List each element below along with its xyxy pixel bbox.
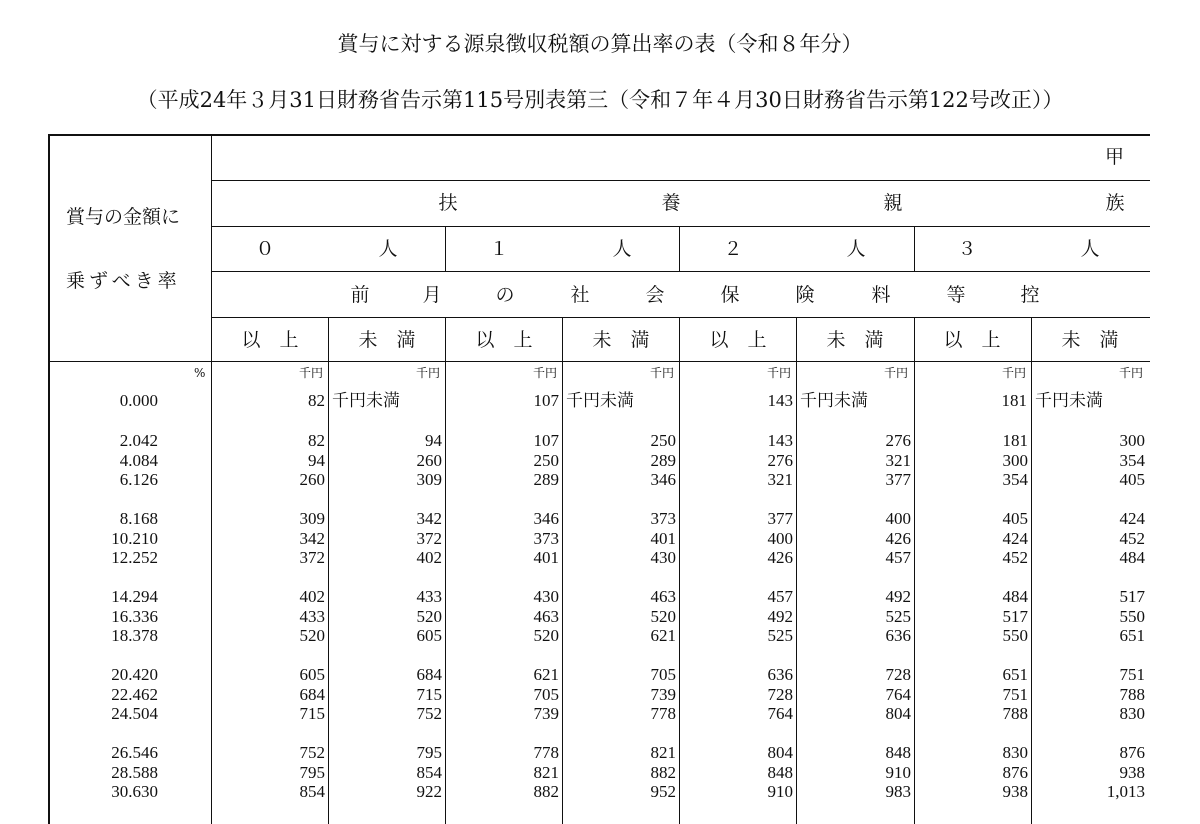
- row-cell: 405: [1002, 509, 1028, 528]
- row-cell: 402: [299, 587, 325, 606]
- row-cell: 684: [299, 684, 325, 704]
- fuyou-char-3: 親: [883, 192, 903, 214]
- row-cell: 426: [767, 548, 793, 567]
- zengetsu-char-6: 保: [720, 284, 740, 306]
- zengetsu-char-1: 前: [350, 284, 370, 306]
- group-3-nin: 人: [1080, 238, 1100, 260]
- header-line-3: [211, 271, 1150, 272]
- row-cell: 342: [299, 528, 325, 548]
- row-cell: 401: [650, 528, 676, 548]
- row-cell: 804: [885, 704, 911, 723]
- zengetsu-char-2: 月: [422, 284, 442, 306]
- row-cell: 788: [1119, 684, 1145, 704]
- row-rate: 24.504: [111, 704, 158, 723]
- sub-divider-3: [796, 317, 797, 824]
- zengetsu-char-4: 社: [570, 284, 590, 306]
- row-cell: 705: [650, 665, 676, 684]
- unit-sen-2: 千円: [416, 366, 441, 380]
- row-cell: 876: [1119, 743, 1145, 762]
- row-cell: 517: [1002, 606, 1028, 626]
- row-cell: 463: [650, 587, 676, 606]
- row-cell: 830: [1002, 743, 1028, 762]
- row-cell: 705: [533, 684, 559, 704]
- ijou-2: 以 上: [709, 329, 767, 351]
- row-cell: 300: [1119, 431, 1145, 450]
- first-row-suffix-3: 千円未満: [1035, 391, 1103, 410]
- row-cell: 739: [650, 684, 676, 704]
- row-cell: 636: [885, 626, 911, 645]
- row-cell: 520: [299, 626, 325, 645]
- unit-sen-5: 千円: [767, 366, 792, 380]
- unit-sen-1: 千円: [299, 366, 324, 380]
- row-cell: 830: [1119, 704, 1145, 723]
- group-3-num: ３: [957, 238, 977, 260]
- miman-1: 未 満: [592, 329, 650, 351]
- miman-0: 未 満: [358, 329, 416, 351]
- group-1-nin: 人: [612, 238, 632, 260]
- row-cell: 430: [650, 548, 676, 567]
- row-cell: 321: [767, 470, 793, 489]
- row-cell: 848: [767, 762, 793, 782]
- first-row-suffix-0: 千円未満: [332, 391, 400, 410]
- row-cell: 910: [885, 762, 911, 782]
- row-cell: 433: [416, 587, 442, 606]
- row-cell: 525: [885, 606, 911, 626]
- row-cell: 764: [767, 704, 793, 723]
- row-cell: 520: [416, 606, 442, 626]
- row-cell: 94: [308, 450, 325, 470]
- unit-percent: %: [194, 366, 206, 380]
- zengetsu-char-8: 料: [871, 284, 891, 306]
- row-cell: 405: [1119, 470, 1145, 489]
- row-cell: 377: [767, 509, 793, 528]
- row-rate: 18.378: [111, 626, 158, 645]
- row-cell: 433: [299, 606, 325, 626]
- row-rate: 12.252: [111, 548, 158, 567]
- row-cell: 452: [1119, 528, 1145, 548]
- row-rate: 10.210: [111, 528, 158, 548]
- row-cell: 457: [885, 548, 911, 567]
- unit-sen-7: 千円: [1002, 366, 1027, 380]
- row-cell: 492: [767, 606, 793, 626]
- row-cell: 452: [1002, 548, 1028, 567]
- first-row-suffix-2: 千円未満: [800, 391, 868, 410]
- row-cell: 684: [416, 665, 442, 684]
- row-cell: 525: [767, 626, 793, 645]
- header-bottom-border: [48, 361, 1150, 362]
- row-cell: 848: [885, 743, 911, 762]
- row-cell: 778: [533, 743, 559, 762]
- row-cell: 651: [1119, 626, 1145, 645]
- header-line-4: [211, 317, 1150, 318]
- first-row-value-2: 143: [767, 391, 793, 410]
- row-cell: 636: [767, 665, 793, 684]
- row-cell: 276: [767, 450, 793, 470]
- header-line-1: [211, 180, 1150, 181]
- page-subtitle: （平成24年３月31日財務省告示第115号別表第三（令和７年４月30日財務省告示第122号改正））: [136, 88, 1064, 112]
- row-cell: 605: [299, 665, 325, 684]
- row-cell: 94: [425, 431, 442, 450]
- fuyou-char-2: 養: [661, 192, 681, 214]
- first-row-value-0: 82: [308, 391, 325, 410]
- first-row-suffix-1: 千円未満: [566, 391, 634, 410]
- row-label-line1: 賞与の金額に: [66, 206, 181, 228]
- row-cell: 484: [1119, 548, 1145, 567]
- unit-sen-8: 千円: [1119, 366, 1144, 380]
- row-rate: 14.294: [111, 587, 158, 606]
- row-rate: 6.126: [119, 470, 158, 489]
- row-cell: 426: [885, 528, 911, 548]
- row-rate: 22.462: [111, 684, 158, 704]
- row-cell: 463: [533, 606, 559, 626]
- row-rate: 20.420: [111, 665, 158, 684]
- row-cell: 300: [1002, 450, 1028, 470]
- zengetsu-char-10: 控: [1020, 284, 1040, 306]
- group-divider-2: [679, 226, 680, 272]
- row-cell: 520: [533, 626, 559, 645]
- row-cell: 276: [885, 431, 911, 450]
- row-cell: 107: [533, 431, 559, 450]
- row-cell: 821: [650, 743, 676, 762]
- row-cell: 882: [533, 782, 559, 801]
- row-cell: 492: [885, 587, 911, 606]
- sub-divider-4: [1031, 317, 1032, 824]
- row-cell: 250: [533, 450, 559, 470]
- row-cell: 752: [416, 704, 442, 723]
- group-divider-3b: [914, 317, 915, 824]
- group-0-num: ０: [255, 238, 275, 260]
- header-line-2: [211, 226, 1150, 227]
- first-row-rate: 0.000: [119, 391, 158, 410]
- row-cell: 821: [533, 762, 559, 782]
- row-cell: 260: [416, 450, 442, 470]
- row-cell: 605: [416, 626, 442, 645]
- row-cell: 400: [885, 509, 911, 528]
- row-rate: 26.546: [111, 743, 158, 762]
- row-label-line2: 乗ずべき率: [66, 270, 181, 292]
- row-cell: 804: [767, 743, 793, 762]
- row-cell: 346: [650, 470, 676, 489]
- row-cell: 430: [533, 587, 559, 606]
- miman-2: 未 満: [826, 329, 884, 351]
- row-cell: 728: [767, 684, 793, 704]
- row-cell: 795: [416, 743, 442, 762]
- row-cell: 520: [650, 606, 676, 626]
- zengetsu-char-7: 険: [795, 284, 815, 306]
- group-divider-3: [914, 226, 915, 272]
- tax-rate-table: [48, 134, 1150, 824]
- row-cell: 181: [1002, 431, 1028, 450]
- row-cell: 795: [299, 762, 325, 782]
- row-cell: 922: [416, 782, 442, 801]
- row-cell: 289: [650, 450, 676, 470]
- row-cell: 373: [650, 509, 676, 528]
- row-cell: 424: [1119, 509, 1145, 528]
- row-cell: 289: [533, 470, 559, 489]
- row-cell: 938: [1002, 782, 1028, 801]
- table-top-border: [48, 134, 1150, 136]
- first-row-value-1: 107: [533, 391, 559, 410]
- row-cell: 373: [533, 528, 559, 548]
- row-cell: 346: [533, 509, 559, 528]
- zengetsu-char-9: 等: [946, 284, 966, 306]
- row-rate: 16.336: [111, 606, 158, 626]
- row-cell: 621: [650, 626, 676, 645]
- zengetsu-char-5: 会: [645, 284, 665, 306]
- miman-3: 未 満: [1061, 329, 1119, 351]
- group-0-nin: 人: [378, 238, 398, 260]
- unit-sen-4: 千円: [650, 366, 675, 380]
- group-divider-2b: [679, 317, 680, 824]
- row-cell: 260: [299, 470, 325, 489]
- row-cell: 910: [767, 782, 793, 801]
- group-divider-1b: [445, 317, 446, 824]
- row-cell: 400: [767, 528, 793, 548]
- row-cell: 651: [1002, 665, 1028, 684]
- row-cell: 715: [416, 684, 442, 704]
- page-title: 賞与に対する源泉徴収税額の算出率の表（令和８年分）: [337, 32, 863, 56]
- group-1-num: １: [489, 238, 509, 260]
- row-cell: 377: [885, 470, 911, 489]
- row-cell: 621: [533, 665, 559, 684]
- group-2-num: ２: [723, 238, 743, 260]
- ijou-0: 以 上: [241, 329, 299, 351]
- label-column-divider: [211, 134, 212, 824]
- row-cell: 739: [533, 704, 559, 723]
- row-cell: 751: [1002, 684, 1028, 704]
- row-rate: 30.630: [111, 782, 158, 801]
- row-rate: 2.042: [119, 431, 158, 450]
- group-2-nin: 人: [846, 238, 866, 260]
- row-cell: 1,013: [1106, 782, 1145, 801]
- row-cell: 402: [416, 548, 442, 567]
- row-cell: 876: [1002, 762, 1028, 782]
- row-cell: 354: [1002, 470, 1028, 489]
- row-cell: 372: [299, 548, 325, 567]
- ijou-3: 以 上: [943, 329, 1001, 351]
- row-cell: 952: [650, 782, 676, 801]
- row-cell: 715: [299, 704, 325, 723]
- fuyou-char-4: 族: [1105, 192, 1125, 214]
- row-cell: 778: [650, 704, 676, 723]
- row-cell: 728: [885, 665, 911, 684]
- row-cell: 854: [416, 762, 442, 782]
- zengetsu-char-3: の: [495, 284, 515, 306]
- row-cell: 938: [1119, 762, 1145, 782]
- row-cell: 457: [767, 587, 793, 606]
- row-cell: 484: [1002, 587, 1028, 606]
- row-cell: 321: [885, 450, 911, 470]
- group-divider-1: [445, 226, 446, 272]
- kou-label: 甲: [1105, 146, 1125, 168]
- row-cell: 82: [308, 431, 325, 450]
- row-cell: 517: [1119, 587, 1145, 606]
- row-cell: 309: [416, 470, 442, 489]
- row-cell: 788: [1002, 704, 1028, 723]
- sub-divider-2: [562, 317, 563, 824]
- row-cell: 143: [767, 431, 793, 450]
- row-cell: 550: [1002, 626, 1028, 645]
- ijou-1: 以 上: [475, 329, 533, 351]
- unit-sen-3: 千円: [533, 366, 558, 380]
- row-rate: 4.084: [119, 450, 158, 470]
- row-cell: 372: [416, 528, 442, 548]
- row-cell: 354: [1119, 450, 1145, 470]
- fuyou-char-1: 扶: [438, 192, 458, 214]
- row-cell: 550: [1119, 606, 1145, 626]
- row-cell: 309: [299, 509, 325, 528]
- first-row-value-3: 181: [1001, 391, 1027, 410]
- row-cell: 751: [1119, 665, 1145, 684]
- row-rate: 28.588: [111, 762, 158, 782]
- row-cell: 983: [885, 782, 911, 801]
- sub-divider-1: [328, 317, 329, 824]
- unit-sen-6: 千円: [884, 366, 909, 380]
- row-rate: 8.168: [119, 509, 158, 528]
- row-cell: 250: [650, 431, 676, 450]
- row-cell: 882: [650, 762, 676, 782]
- row-cell: 401: [533, 548, 559, 567]
- row-cell: 424: [1002, 528, 1028, 548]
- row-cell: 854: [299, 782, 325, 801]
- row-cell: 752: [299, 743, 325, 762]
- row-cell: 342: [416, 509, 442, 528]
- row-cell: 764: [885, 684, 911, 704]
